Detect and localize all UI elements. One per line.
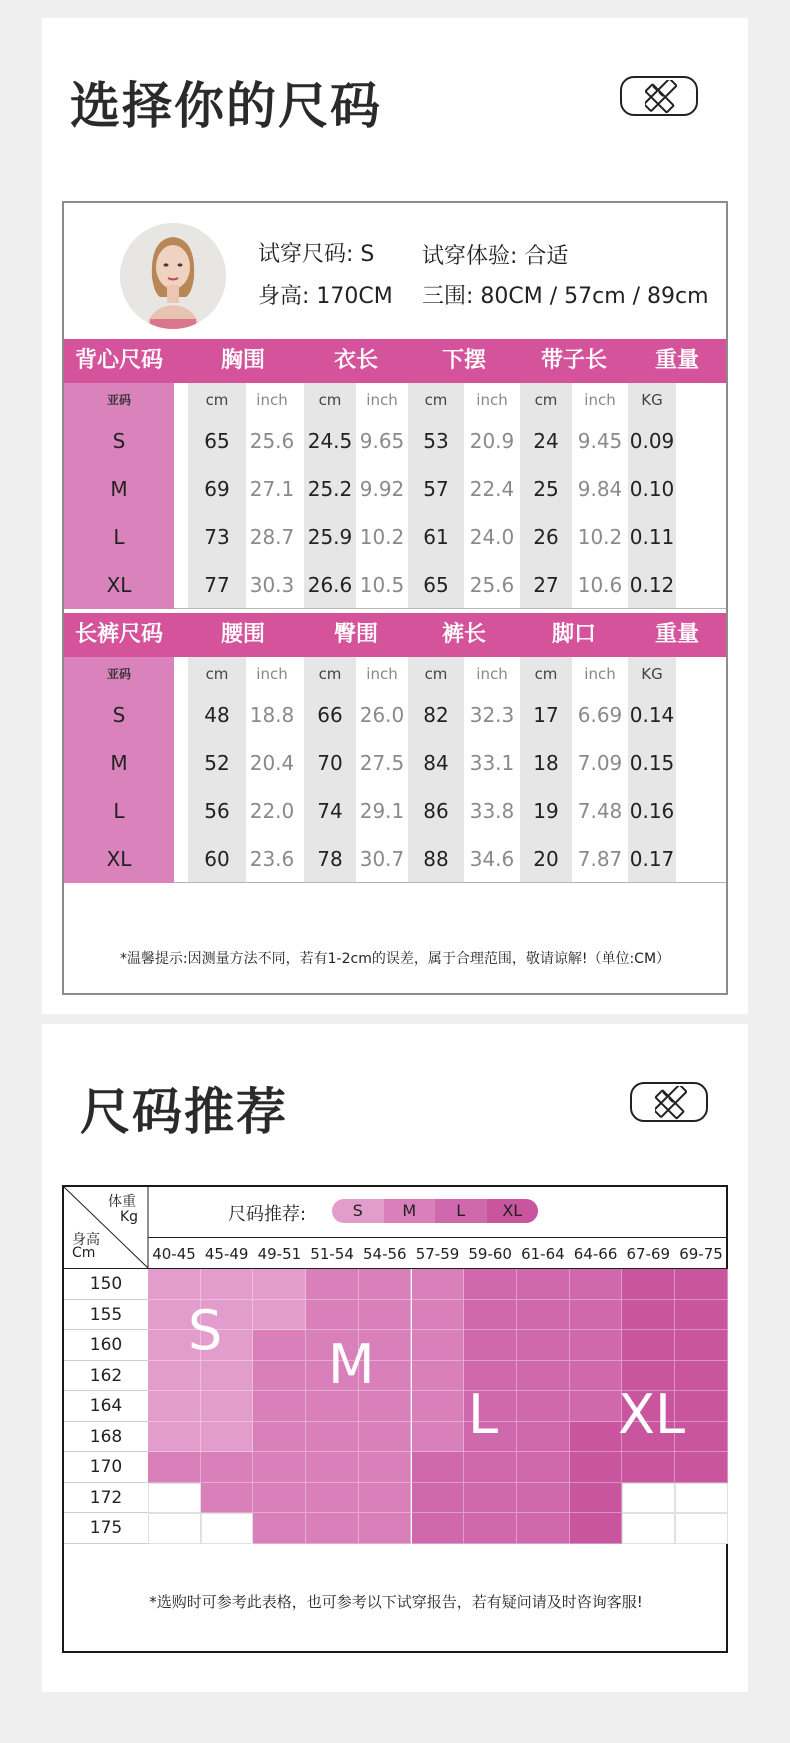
grid-cell	[464, 1330, 517, 1361]
grid-cell	[148, 1483, 201, 1514]
legend-label: 尺码推荐:	[228, 1204, 307, 1225]
grid-cell	[253, 1422, 306, 1453]
weight-label: 45-49	[204, 1245, 249, 1263]
zone-label-s: S	[188, 1299, 223, 1362]
weight-label: 49-51	[257, 1245, 302, 1263]
pants-size-label: L	[113, 799, 125, 823]
ruler-pencil-icon	[620, 76, 698, 116]
grid-cell	[517, 1361, 570, 1392]
vest-cell: 10.5	[359, 573, 405, 597]
grid-cell	[464, 1269, 517, 1300]
pants-cell: 29.1	[359, 799, 405, 823]
grid-cell	[622, 1269, 675, 1300]
grid-cell	[570, 1269, 623, 1300]
pants-row-header: 亚码	[106, 667, 131, 681]
grid-cell	[570, 1483, 623, 1514]
legend-item: L	[435, 1199, 487, 1223]
grid-cell	[148, 1269, 201, 1300]
vest-cell: 0.11	[629, 525, 675, 549]
weight-label: 54-56	[363, 1245, 407, 1263]
grid-cell	[675, 1483, 728, 1514]
grid-cell	[148, 1422, 201, 1453]
pants-cell: 70	[317, 751, 343, 775]
pants-cell: 32.3	[469, 703, 515, 727]
grid-cell	[412, 1513, 465, 1544]
grid-cell	[675, 1300, 728, 1331]
grid-cell	[517, 1422, 570, 1453]
pants-cell: 19	[533, 799, 559, 823]
vest-cell: 25.9	[307, 525, 353, 549]
pants-cell: 52	[204, 751, 230, 775]
vest-cell: 61	[423, 525, 449, 549]
corner-weight-unit: Kg	[120, 1209, 139, 1225]
vest-row-header: 亚码	[106, 393, 131, 407]
pants-cell: 56	[204, 799, 230, 823]
section-title-recommend: 尺码推荐	[80, 1083, 288, 1141]
grid-cell	[148, 1391, 201, 1422]
pants-size-label: M	[110, 751, 128, 775]
pants-size-label: S	[112, 703, 126, 727]
pants-cell: 17	[533, 703, 559, 727]
size-table-box	[62, 201, 728, 995]
vest-group-header: 衣长	[333, 348, 378, 373]
pants-group-header: 脚口	[551, 622, 596, 647]
pants-group-header: 腰围	[220, 622, 265, 647]
vest-unit-header: cm	[205, 391, 229, 409]
grid-cell	[622, 1513, 675, 1544]
vest-label: 背心尺码	[74, 348, 163, 373]
vest-cell: 26.6	[307, 573, 353, 597]
grid-cell	[253, 1483, 306, 1514]
weight-label: 57-59	[415, 1245, 460, 1263]
height-label: 172	[89, 1487, 123, 1508]
pants-label: 长裤尺码	[74, 622, 163, 647]
pants-cell: 7.87	[577, 847, 623, 871]
pants-unit-header: cm	[424, 665, 448, 683]
corner-height: 身高	[72, 1232, 100, 1248]
pants-cell: 84	[423, 751, 449, 775]
pants-unit-header: inch	[584, 665, 616, 683]
grid-cell	[570, 1513, 623, 1544]
grid-cell	[306, 1452, 359, 1483]
grid-cell	[412, 1361, 465, 1392]
vest-group-header: 带子长	[540, 348, 607, 373]
vest-cell: 69	[204, 477, 230, 501]
vest-cell: 73	[204, 525, 230, 549]
pants-cell: 74	[317, 799, 343, 823]
weight-label: 51-54	[310, 1245, 354, 1263]
legend-item: S	[332, 1199, 384, 1223]
grid-cell	[517, 1483, 570, 1514]
height-label: 175	[89, 1518, 123, 1538]
grid-cell	[675, 1269, 728, 1300]
pants-unit-header: inch	[476, 665, 508, 683]
zone-label-xl: XL	[618, 1383, 686, 1446]
pants-cell: 20	[533, 847, 559, 871]
pants-cell: 0.16	[629, 799, 675, 823]
pants-cell: 66	[317, 703, 343, 727]
recommendation-note: *选购时可参考此表格，也可参考以下试穿报告，若有疑问请及时咨询客服!	[149, 1593, 643, 1611]
pants-bottom-line	[174, 882, 726, 883]
vest-cell: 65	[204, 429, 230, 453]
pants-group-header: 臀围	[333, 622, 378, 647]
size-legend	[332, 1199, 538, 1223]
vest-unit-header: cm	[318, 391, 342, 409]
vest-cell: 20.9	[469, 429, 515, 453]
vest-bottom-line	[174, 608, 726, 609]
grid-cell	[675, 1330, 728, 1361]
pants-cell: 18	[533, 751, 559, 775]
grid-cell	[201, 1391, 254, 1422]
pants-cell: 86	[423, 799, 449, 823]
vest-header-band	[64, 339, 726, 383]
vest-cell: 25.2	[307, 477, 353, 501]
zone-label-m: M	[328, 1333, 375, 1396]
pants-cell: 7.09	[577, 751, 623, 775]
vest-cell: 53	[423, 429, 449, 453]
legend-item: XL	[487, 1199, 539, 1223]
model-measurements: 三围: 80CM / 57cm / 89cm	[422, 284, 709, 309]
zone-label-l: L	[468, 1383, 499, 1446]
weight-label: 61-64	[521, 1245, 565, 1263]
grid-cell	[570, 1361, 623, 1392]
vest-group-header: 下摆	[441, 348, 486, 373]
grid-cell	[253, 1452, 306, 1483]
pants-unit-header: KG	[641, 665, 663, 683]
grid-cell	[517, 1330, 570, 1361]
grid-cell	[412, 1452, 465, 1483]
trial-feel: 试穿体验: 合适	[422, 244, 569, 269]
height-label: 170	[89, 1457, 123, 1477]
vest-cell: 25.6	[469, 573, 515, 597]
grid-cell	[622, 1330, 675, 1361]
pants-cell: 33.1	[469, 751, 515, 775]
vest-cell: 22.4	[469, 477, 515, 501]
pants-cell: 30.7	[359, 847, 405, 871]
grid-cell	[464, 1483, 517, 1514]
pants-size-label: XL	[106, 847, 132, 871]
grid-cell	[253, 1361, 306, 1392]
measurement-note: *温馨提示:因测量方法不同，若有1-2cm的误差，属于合理范围，敬请谅解!（单位:CM）	[119, 951, 671, 967]
grid-cell	[253, 1513, 306, 1544]
vest-cell: 9.65	[359, 429, 405, 453]
pants-cell: 26.0	[359, 703, 405, 727]
height-label: 168	[89, 1426, 123, 1447]
legend-item: M	[384, 1199, 436, 1223]
recommendation-chart-box	[62, 1185, 728, 1653]
pants-cell: 33.8	[469, 799, 515, 823]
grid-cell	[412, 1300, 465, 1331]
vest-cell: 65	[423, 573, 449, 597]
pants-cell: 48	[204, 703, 230, 727]
grid-cell	[570, 1422, 623, 1453]
grid-cell	[570, 1330, 623, 1361]
pants-cell: 22.0	[249, 799, 295, 823]
vest-cell: 77	[204, 573, 230, 597]
vest-cell: 0.10	[629, 477, 675, 501]
grid-cell	[201, 1361, 254, 1392]
pants-header-band	[64, 613, 726, 657]
vest-cell: 9.92	[359, 477, 405, 501]
grid-cell	[464, 1513, 517, 1544]
grid-cell	[201, 1483, 254, 1514]
pants-group-header: 裤长	[441, 622, 486, 647]
grid-cell	[464, 1452, 517, 1483]
pants-cell: 34.6	[469, 847, 515, 871]
grid-cell	[412, 1422, 465, 1453]
vest-cell: 10.2	[359, 525, 405, 549]
pants-unit-header: cm	[205, 665, 229, 683]
weight-label: 69-75	[679, 1245, 723, 1263]
grid-cell	[148, 1513, 201, 1544]
pants-cell: 7.48	[577, 799, 623, 823]
grid-cell	[359, 1300, 412, 1331]
size-guide-panel	[42, 18, 748, 1014]
grid-cell	[253, 1391, 306, 1422]
model-height: 身高: 170CM	[258, 284, 393, 309]
grid-cell	[412, 1330, 465, 1361]
vest-size-label: S	[112, 429, 126, 453]
vest-cell: 25	[533, 477, 559, 501]
pants-cell: 20.4	[249, 751, 295, 775]
trial-size: 试穿尺码: S	[258, 242, 375, 267]
grid-cell	[306, 1513, 359, 1544]
vest-group-header: 胸围	[220, 348, 265, 373]
grid-cell	[622, 1300, 675, 1331]
grid-cell	[306, 1269, 359, 1300]
grid-cell	[253, 1300, 306, 1331]
grid-cell	[201, 1452, 254, 1483]
vest-unit-header: inch	[256, 391, 288, 409]
vest-group-header: 重量	[654, 348, 699, 373]
pants-cell: 0.14	[629, 703, 675, 727]
pants-unit-header: inch	[256, 665, 288, 683]
grid-cell	[622, 1452, 675, 1483]
grid-cell	[570, 1300, 623, 1331]
pants-unit-header: cm	[534, 665, 558, 683]
vest-size-label: M	[110, 477, 128, 501]
vest-cell: 30.3	[249, 573, 295, 597]
grid-cell	[622, 1483, 675, 1514]
grid-cell	[201, 1513, 254, 1544]
grid-cell	[517, 1513, 570, 1544]
grid-cell	[201, 1269, 254, 1300]
vest-cell: 24.5	[307, 429, 353, 453]
height-label: 160	[89, 1335, 123, 1355]
weight-label: 59-60	[468, 1245, 512, 1263]
pants-cell: 78	[317, 847, 343, 871]
vest-unit-header: inch	[584, 391, 616, 409]
grid-cell	[412, 1269, 465, 1300]
grid-cell	[412, 1483, 465, 1514]
corner-height-unit: Cm	[72, 1245, 96, 1261]
pants-cell: 82	[423, 703, 449, 727]
vest-size-label: L	[113, 525, 125, 549]
grid-cell	[570, 1452, 623, 1483]
row-divider	[64, 1543, 148, 1544]
vest-cell: 24	[533, 429, 559, 453]
pants-cell: 88	[423, 847, 449, 871]
vest-unit-header: inch	[476, 391, 508, 409]
vest-cell: 9.84	[577, 477, 623, 501]
grid-cell	[359, 1269, 412, 1300]
pants-cell: 27.5	[359, 751, 405, 775]
grid-cell	[570, 1391, 623, 1422]
grid-cell	[517, 1391, 570, 1422]
vest-size-label: XL	[106, 573, 132, 597]
grid-cell	[359, 1513, 412, 1544]
grid-cell	[517, 1300, 570, 1331]
grid-cell	[675, 1513, 728, 1544]
height-label: 150	[89, 1274, 123, 1294]
vest-cell: 28.7	[249, 525, 295, 549]
grid-cell	[517, 1269, 570, 1300]
vest-unit-header: inch	[366, 391, 398, 409]
height-label: 155	[89, 1304, 123, 1325]
grid-cell	[359, 1452, 412, 1483]
pants-cell: 60	[204, 847, 230, 871]
corner-weight: 体重	[108, 1194, 136, 1210]
grid-cell	[253, 1330, 306, 1361]
vest-cell: 0.12	[629, 573, 675, 597]
vest-cell: 25.6	[249, 429, 295, 453]
pants-group-header: 重量	[654, 622, 699, 647]
vest-cell: 27	[533, 573, 559, 597]
grid-cell	[517, 1452, 570, 1483]
vest-cell: 26	[533, 525, 559, 549]
grid-cell	[148, 1452, 201, 1483]
grid-cell	[359, 1422, 412, 1453]
pants-cell: 6.69	[577, 703, 623, 727]
vest-cell: 0.09	[629, 429, 675, 453]
vest-cell: 10.6	[577, 573, 623, 597]
model-avatar	[120, 223, 226, 329]
grid-cell	[464, 1300, 517, 1331]
grid-cell	[412, 1391, 465, 1422]
weight-label: 40-45	[152, 1245, 196, 1263]
size-recommendation-panel	[42, 1024, 748, 1692]
pants-unit-header: inch	[366, 665, 398, 683]
pants-cell: 0.15	[629, 751, 675, 775]
grid-cell	[201, 1422, 254, 1453]
vest-unit-header: cm	[424, 391, 448, 409]
grid-cell	[675, 1452, 728, 1483]
grid-cell	[359, 1483, 412, 1514]
vest-unit-header: cm	[534, 391, 558, 409]
grid-cell	[253, 1269, 306, 1300]
height-label: 164	[89, 1396, 123, 1416]
grid-cell	[306, 1483, 359, 1514]
pants-cell: 23.6	[249, 847, 295, 871]
ruler-pencil-icon	[630, 1082, 708, 1122]
grid-cell	[306, 1422, 359, 1453]
vest-cell: 27.1	[249, 477, 295, 501]
pants-cell: 0.17	[629, 847, 675, 871]
weight-label: 64-66	[573, 1245, 618, 1263]
vest-cell: 9.45	[577, 429, 623, 453]
grid-cell	[306, 1300, 359, 1331]
grid-cell	[148, 1361, 201, 1392]
weight-label: 67-69	[626, 1245, 671, 1263]
section-title: 选择你的尺码	[70, 77, 382, 135]
vest-cell: 10.2	[577, 525, 623, 549]
height-label: 162	[89, 1365, 123, 1386]
vest-cell: 57	[423, 477, 449, 501]
vest-cell: 24.0	[469, 525, 515, 549]
pants-cell: 18.8	[249, 703, 295, 727]
pants-unit-header: cm	[318, 665, 342, 683]
vest-unit-header: KG	[641, 391, 663, 409]
